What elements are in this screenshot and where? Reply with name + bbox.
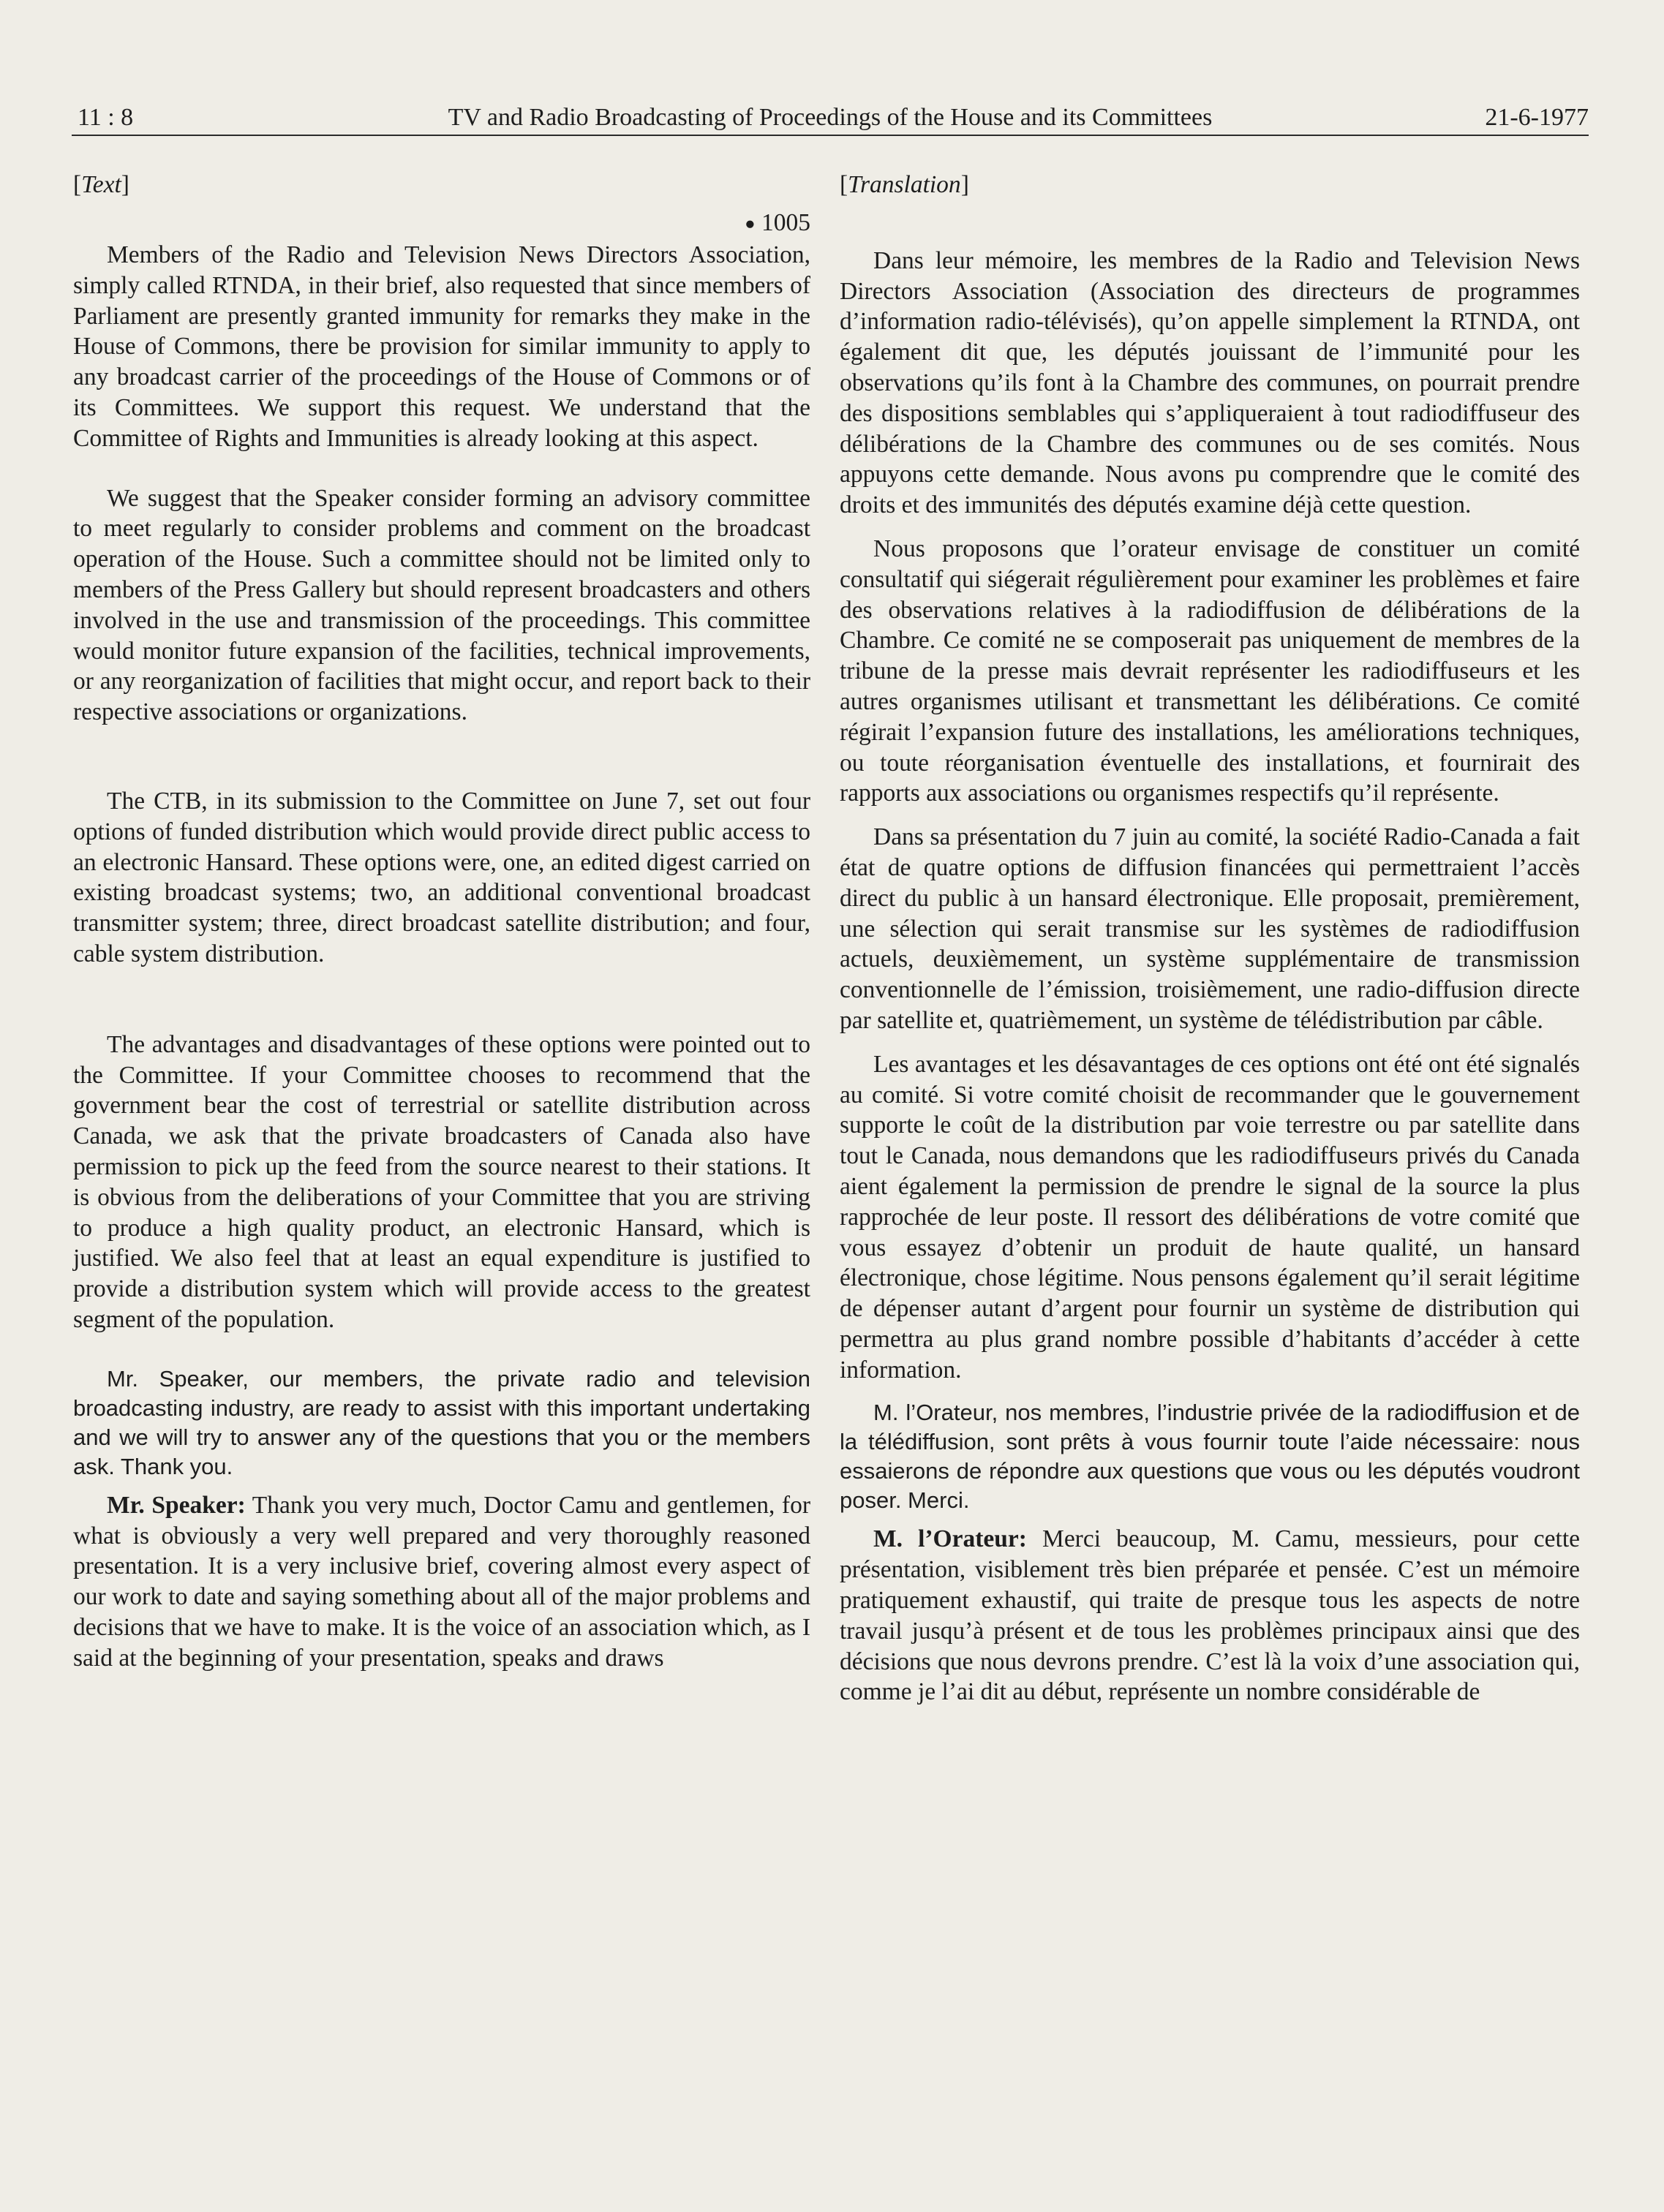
paragraph: Dans leur mémoire, les membres de la Radio and Television News Directors Association (Association des directeurs de programmes d’information radio-télévisés), qu’on appelle simplement la RTNDA, ont également dit que, les députés jouissant de l’immunité pour les observations qu’ils font à la Chambre des communes, on pourrait prendre des dispositions semblables qui s’appliqueraient à tout radiodiffuseur des délibérations de la Chambre des communes ou de ses comités. Nous appuyons cette demande. Nous avons pu comprendre que le comité des droits et des immunités des députés examine déjà cette question. xyxy=(840,246,1580,519)
paragraph: Dans sa présentation du 7 juin au comité, la société Radio-Canada a fait état de quatre options de diffusion financées qui permettraient l’accès direct du public à un hansard électronique. Elle proposait, premièrement, une sélection qui serait transmise sur les systèmes de radiodiffusion actuels, deuxièmement, un système supplémentaire de transmission conventionnelle de l’émission, troisièmement, une radio-diffusion directe par satellite et, quatrièmement, un système de télédistribution par câble. xyxy=(840,823,1580,1034)
paragraph: Mr. Speaker, our members, the private radio and television broadcasting industry, are ready to assist with this important undertaking and we will try to answer any of the questions that you or the members ask. Thank you. xyxy=(73,1365,810,1479)
speaker-name: M. l’Orateur: xyxy=(873,1525,1027,1553)
header-date: 21-6-1977 xyxy=(1485,104,1589,131)
running-title: TV and Radio Broadcasting of Proceedings of the House and its Committees xyxy=(448,104,1213,131)
paragraph: The CTB, in its submission to the Committee on June 7, set out four options of funded distribution which would provide direct public access to an electronic Hansard. These options were, one, an edited digest carried on existing broadcast systems; two, an additional conventional broadcast transmitter system; three, direct broadcast satellite distribution; and four, cable system distribution. xyxy=(73,787,810,967)
speaker-paragraph xyxy=(840,1524,1580,1707)
paragraph: The advantages and disadvantages of these options were pointed out to the Committee. If your Committee chooses to recommend that the government bear the cost of terrestrial or satellite distribution across Canada, we ask that the private broadcasters of Canada also have permission to pick up the feed from the source nearest to their stations. It is obvious from the deliberations of your Committee that you are striving to produce a high quality product, an electronic Hansard, which is justified. We also feel that at least an equal expenditure is justified to provide a distribution system which will provide access to the greatest segment of the population. xyxy=(73,1030,810,1333)
paragraph: Nous proposons que l’orateur envisage de constituer un comité consultatif qui siégerait régulièrement pour examiner les problèmes et faire des observations relatives à la radiodiffusion de délibérations de la Chambre. Ce comité ne se composerait pas uniquement de membres de la tribune de la presse mais devrait représenter les radiodiffuseurs et les autres organismes utilisant et transmettant les délibérations. Ce comité régirait l’expansion future des installations, les améliorations techniques, ou toute réorganisation éventuelle des installations, et fournirait des rapports aux associations ou organismes respectifs qu’il représente. xyxy=(840,535,1580,807)
running-header xyxy=(72,101,1589,136)
english-column xyxy=(73,170,810,1673)
paragraph: M. l’Orateur, nos membres, l’industrie privée de la radiodiffusion et de la télédiffusion, sont prêts à vous fournir toute l’aide nécessaire: nous essaierons de répondre aux questions que vous ou les députés voudront poser. Merci. xyxy=(840,1400,1580,1514)
page-number: 11 : 8 xyxy=(78,104,134,131)
timestamp: ● 1005 xyxy=(745,208,810,236)
paragraph: Members of the Radio and Television News Directors Association, simply called RTNDA, in their brief, also requested that since members of Parliament are presently granted immunity for remarks they make in the House of Commons, there be provision for similar immunity to apply to any broadcast carrier of the proceedings of the House of Commons or of its Committees. We support this request. We understand that the Committee of Rights and Immunities is already looking at this aspect. xyxy=(73,241,810,452)
french-column xyxy=(840,170,1580,1707)
paragraph: We suggest that the Speaker consider forming an advisory committee to meet regularly to consider problems and comment on the broadcast operation of the House. Such a committee should not be limited only to members of the Press Gallery but should represent broadcasters and others involved in the use and transmission of the proceedings. This committee would monitor future expansion of the facilities, technical improvements, or any reorganization of facilities that might occur, and report back to their respective associations or organizations. xyxy=(73,484,810,726)
language-label: [Text] xyxy=(73,171,129,198)
paragraph: Les avantages et les désavantages de ces options ont été ont été signalés au comité. Si votre comité choisit de recommander que le gouvernement supporte le coût de la distribution par voie terrestre ou par satellite dans tout le Canada, nous demandons que les radiodiffuseurs privés du Canada aient également la permission de prendre le signal de la source la plus rapprochée de leur poste. Il ressort des délibérations de votre comité que vous essayez d’obtenir un produit de haute qualité, un hansard électronique, chose légitime. Nous pensons également qu’il serait légitime de dépenser autant d’argent pour fournir un système de distribution qui permettra au plus grand nombre possible d’habitants d’accéder à cette information. xyxy=(840,1050,1580,1384)
bullet-icon: ● xyxy=(745,214,756,234)
speaker-paragraph xyxy=(73,1490,810,1674)
speaker-text: Merci beaucoup, M. Camu, messieurs, pour cette présentation, visiblement très bien préparée et pensée. C’est un mémoire pratiquement exhaustif, qui traite de presque tous les aspects de notre travail jusqu’à présent et de tous les problèmes principaux ainsi que des décisions que nous devrons prendre. C’est là la voix d’une association qui, comme je l’ai dit au début, représente un nombre considérable de xyxy=(840,1525,1581,1706)
speaker-name: Mr. Speaker: xyxy=(107,1491,246,1519)
speaker-text: Thank you very much, Doctor Camu and gentlemen, for what is obviously a very well prepared and very thoroughly reasoned presentation. It is a very inclusive brief, covering almost every aspect of our work to date and saying something about all of the major problems and decisions that we have to make. It is the voice of an association which, as I said at the beginning of your presentation, speaks and draws xyxy=(73,1491,810,1672)
language-label: [Translation] xyxy=(840,171,969,198)
